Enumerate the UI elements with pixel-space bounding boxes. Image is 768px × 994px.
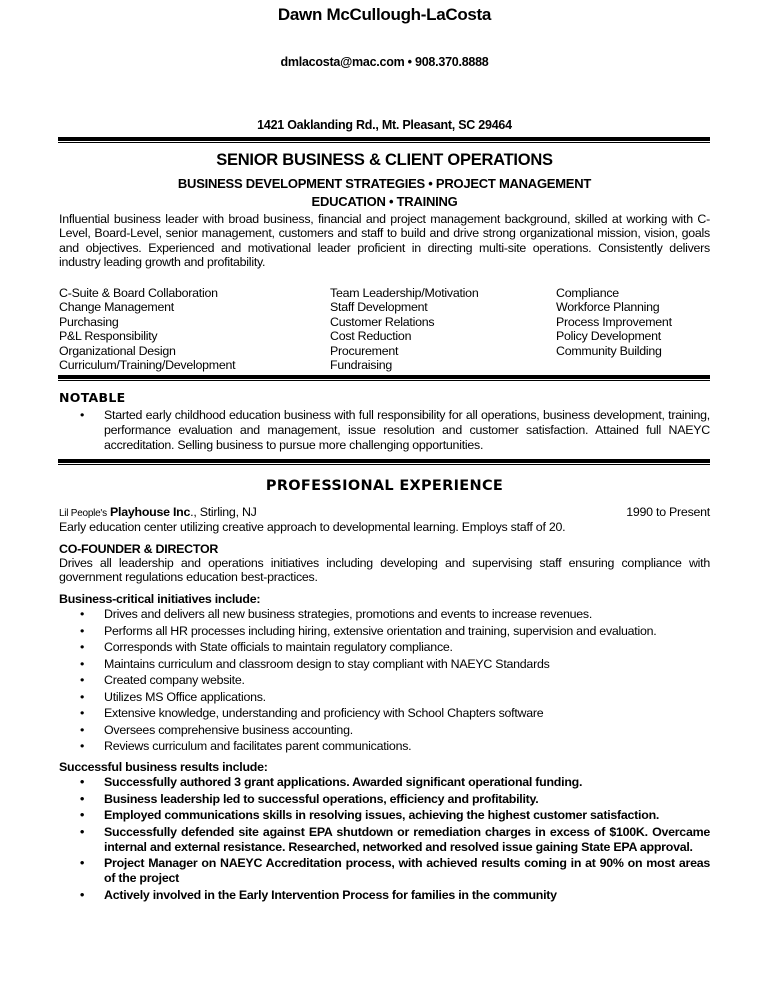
initiatives-heading: Business-critical initiatives include: [59,592,261,606]
initiatives-list [59,606,710,755]
list-item [59,672,710,689]
list-item-text: Started early childhood education business with full responsibility for all operations, business development, training, performance evaluation and management, issue resolution and customer satisfaction. Attained full NAEYC accreditation. Selling business to pursue more challenging opportunities. [104,408,710,452]
list-item-text: Successfully defended site against EPA shutdown or remediation charges in excess of $100K. Overcame internal and external resistance. Researched, networked and resolved issue gaining State EPA approval. [104,824,710,854]
employment-dates: 1990 to Present [626,505,710,519]
list-item [59,408,710,453]
summary: Influential business leader with broad business, financial and project management background, skilled at working with C-Level, Board-Level, senior management, customers and staff to build and drive strong organizational mission, vision, goals and objectives. Experienced and motivational leader proficient in directing multi-site operations. Consistently delivers industry leading growth and profitability. [59,212,710,270]
list-item [59,705,710,722]
skills-column [59,286,330,372]
list-item-text: Project Manager on NAEYC Accreditation process, with achieved results coming in at 90% on most areas of the project [104,856,710,885]
divider [58,459,710,466]
list-item [59,656,710,673]
role-description: Drives all leadership and operations initiatives including developing and supervising staff ensuring compliance with government regulations education best-practices. [59,556,710,585]
skills-column [330,286,556,372]
list-item [59,606,710,623]
list-item [59,808,710,823]
company-name: Playhouse Inc [110,505,191,519]
list-item [59,738,710,755]
bullet-icon: • [80,824,85,839]
bullet-icon: • [80,706,85,720]
list-item [59,825,710,855]
bullet-icon: • [80,408,85,422]
list-item-text: Performs all HR processes including hiring, extensive orientation and training, supervision and evaluation. [104,623,657,638]
company-line [59,505,710,519]
divider [58,137,710,144]
list-item-text: Created company website. [104,673,245,687]
skill-item: Community Building [556,343,662,358]
skills-grid [59,286,710,372]
company-location: ., Stirling, NJ [190,505,257,519]
list-item [59,856,710,886]
contact-info: dmlacosta@mac.com • 908.370.8888 [280,55,489,69]
skill-item: Purchasing [59,314,119,329]
headline-subtitle: EDUCATION • TRAINING [311,194,458,209]
skill-item: Fundraising [330,358,392,373]
bullet-icon: • [80,623,85,638]
skill-item: Policy Development [556,329,662,344]
bullet-icon: • [80,791,85,806]
skill-item: Organizational Design [59,343,176,358]
bullet-icon: • [80,607,85,621]
divider [58,375,710,382]
section-heading-experience: PROFESSIONAL EXPERIENCE [265,478,504,494]
skill-item: P&L Responsibility [59,329,158,344]
skill-item: Workforce Planning [556,300,660,315]
bullet-icon: • [80,739,85,753]
skill-item: Team Leadership/Motivation [330,286,479,300]
bullet-icon: • [80,808,85,822]
bullet-icon: • [80,673,85,687]
candidate-name: Dawn McCullough-LaCosta [277,5,492,24]
skill-item: Process Improvement [556,314,672,329]
bullet-icon: • [80,640,85,654]
list-item [59,792,710,807]
list-item-text: Maintains curriculum and classroom design to stay compliant with NAEYC Standards [104,656,550,671]
skill-item: Cost Reduction [330,329,412,344]
bullet-icon: • [80,887,85,902]
skill-item: Compliance [556,286,619,300]
bullet-icon: • [80,689,85,704]
bullet-icon: • [80,656,85,671]
list-item-text: Business leadership led to successful operations, efficiency and profitability. [104,791,539,806]
list-item [59,775,710,790]
address: 1421 Oaklanding Rd., Mt. Pleasant, SC 29464 [257,118,512,132]
skill-item: C-Suite & Board Collaboration [59,286,218,300]
bullet-icon: • [80,775,85,789]
list-item-text: Utilizes MS Office applications. [104,689,266,704]
list-item [59,623,710,640]
list-item-text: Extensive knowledge, understanding and proficiency with School Chapters software [104,706,544,720]
section-heading-notable: NOTABLE [59,390,126,405]
list-item [59,689,710,706]
list-item-text: Corresponds with State officials to maintain regulatory compliance. [104,640,453,654]
results-heading: Successful business results include: [59,760,268,774]
list-item-text: Drives and delivers all new business strategies, promotions and events to increase revenues. [104,607,593,621]
list-item-text: Reviews curriculum and facilitates parent communications. [104,739,412,753]
list-item [59,722,710,739]
skill-item: Change Management [59,300,174,315]
list-item-text: Successfully authored 3 grant applications. Awarded significant operational funding. [104,775,583,789]
job-title: CO-FOUNDER & DIRECTOR [59,542,219,556]
bullet-icon: • [80,722,85,737]
list-item-text: Oversees comprehensive business accounting. [104,722,353,737]
skill-item: Staff Development [330,300,428,315]
results-list [59,775,710,904]
company-description: Early education center utilizing creative approach to developmental learning. Employs staff of 20. [59,520,566,534]
list-item-text: Actively involved in the Early Intervention Process for families in the community [104,887,557,902]
skill-item: Procurement [330,343,399,358]
company-prefix: Lil People's [59,508,107,519]
notable-list [59,408,710,453]
headline-title: SENIOR BUSINESS & CLIENT OPERATIONS [216,151,553,169]
skill-item: Curriculum/Training/Development [59,358,236,373]
bullet-icon: • [80,856,85,870]
list-item [59,888,710,903]
list-item-text: Employed communications skills in resolving issues, achieving the highest customer satisfaction. [104,808,660,822]
list-item [59,639,710,656]
skill-item: Customer Relations [330,314,435,329]
skills-column [556,286,672,372]
headline-subtitle: BUSINESS DEVELOPMENT STRATEGIES • PROJECT MANAGEMENT [177,176,592,191]
